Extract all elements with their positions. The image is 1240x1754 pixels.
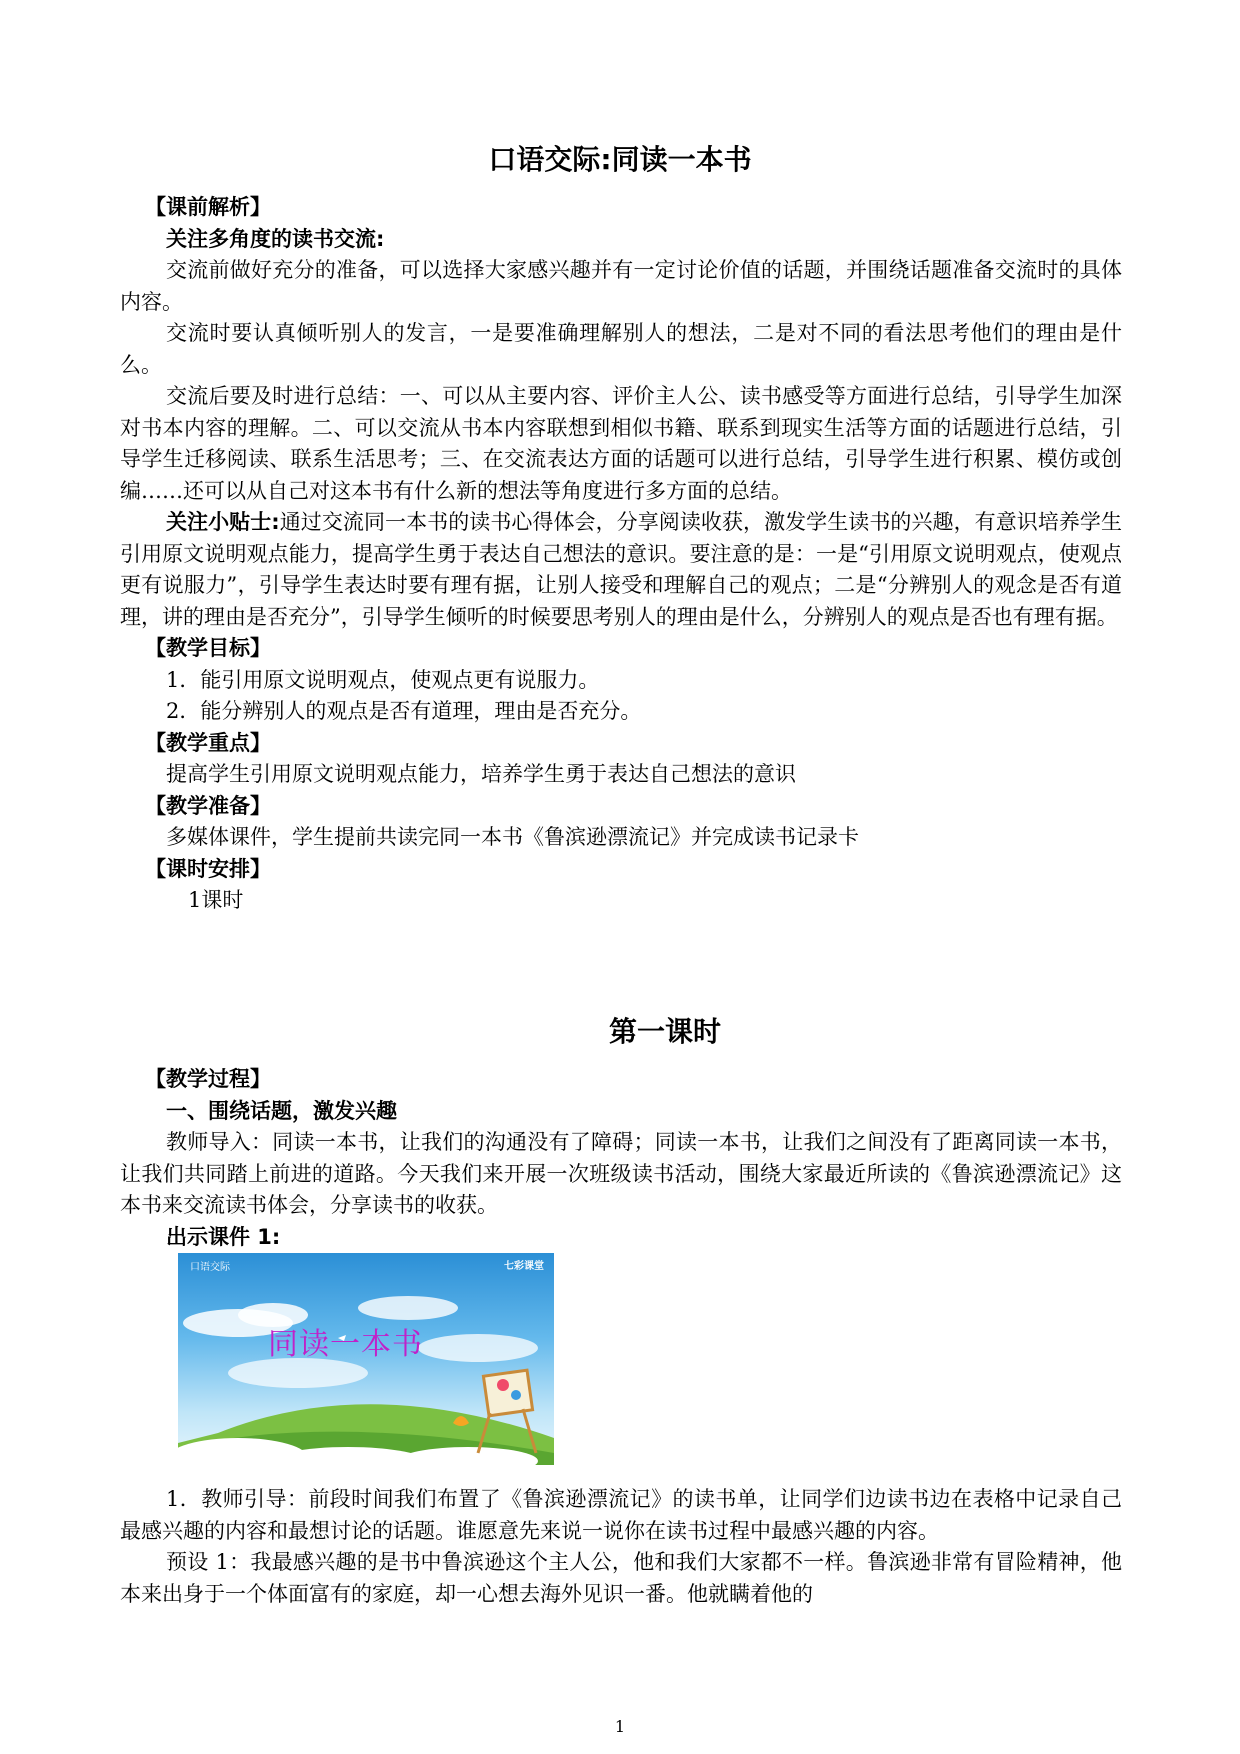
section-heading-analysis: 【课前解析】 — [145, 195, 271, 219]
paragraph-after: 交流后要及时进行总结：一、可以从主要内容、评价主人公、读书感受等方面进行总结，引导学生加深对书本内容的理解。二、可以交流从书本内容联想到相似书籍、联系到现实生活等方面的话题进行总结，引导学生迁移阅读、联系生活思考；三、在交流表达方面的话题可以进行总结，引导学生进行积累、模仿或创编……还可以从自己对这本书有什么新的想法等角度进行多方面的总结。 — [120, 384, 1122, 503]
prep-text: 多媒体课件，学生提前共读完同一本书《鲁滨逊漂流记》并完成读书记录卡 — [166, 825, 859, 849]
section-heading-schedule: 【课时安排】 — [145, 856, 271, 881]
subheading-multi-angle: 关注多角度的读书交流: — [166, 226, 385, 251]
tips-label: 关注小贴士: — [166, 510, 280, 534]
slide-logo: 七彩课堂 — [504, 1261, 544, 1272]
goal-item-2: 2．能分辨别人的观点是否有道理，理由是否充分。 — [166, 699, 642, 723]
preset-1-paragraph: 预设 1：我最感兴趣的是书中鲁滨逊这个主人公，他和我们大家都不一样。鲁滨逊非常有冒险精神，他本来出身于一个体面富有的家庭，却一心想去海外见识一番。他就瞒着他的 — [120, 1550, 1122, 1606]
paragraph-tips — [120, 507, 1122, 633]
goal-item-1: 1．能引用原文说明观点，使观点更有说服力。 — [166, 667, 600, 692]
teacher-guide-paragraph: 1．教师引导：前段时间我们布置了《鲁滨逊漂流记》的读书单，让同学们边读书边在表格中记录自己最感兴趣的内容和最想讨论的话题。谁愿意先来说一说你在读书过程中最感兴趣的内容。 — [120, 1487, 1122, 1543]
step-1-heading: 一、围绕话题，激发兴趣 — [166, 1098, 397, 1123]
section-heading-process: 【教学过程】 — [145, 1067, 271, 1091]
paragraph-during: 交流时要认真倾听别人的发言，一是要准确理解别人的想法，二是对不同的看法思考他们的理由是什么。 — [120, 321, 1122, 377]
post-slide-section — [120, 1484, 1122, 1610]
process-section — [120, 1064, 1122, 1253]
page-number: 1 — [614, 1717, 626, 1736]
teacher-intro: 教师导入：同读一本书，让我们的沟通没有了障碍；同读一本书，让我们之间没有了距离同读一本书，让我们共同踏上前进的道路。今天我们来开展一次班级读书活动，围绕大家最近所读的《鲁滨逊漂流记》这本书来交流读书体会，分享读书的收获。 — [120, 1130, 1122, 1217]
slide-title: 同读一本书 — [268, 1327, 423, 1362]
focus-text: 提高学生引用原文说明观点能力，培养学生勇于表达自己想法的意识 — [166, 762, 796, 786]
courseware-slide-image — [178, 1253, 554, 1465]
slide-top-label: 口语交际 — [190, 1262, 230, 1273]
lesson-title: 第一课时 — [608, 1015, 721, 1048]
tips-text: 通过交流同一本书的读书心得体会，分享阅读收获，激发学生读书的兴趣，有意识培养学生引用原文说明观点能力，提高学生勇于表达自己想法的意识。要注意的是：一是“引用原文说明观点，使观点更有说服力”，引导学生表达时要有理有据，让别人接受和理解自己的观点；二是“分辨别人的观念是否有道理，讲的理由是否充分”，引导学生倾听的时候要思考别人的理由是什么，分辨别人的观点是否也有理有据。 — [120, 510, 1122, 629]
section-heading-goals: 【教学目标】 — [145, 636, 271, 660]
show-slide-label: 出示课件 1: — [166, 1224, 281, 1249]
pre-lesson-section — [120, 192, 1122, 917]
section-heading-focus: 【教学重点】 — [145, 730, 271, 755]
section-heading-prep: 【教学准备】 — [145, 793, 271, 818]
schedule-text: 1课时 — [188, 888, 244, 912]
document-title: 口语交际:同读一本书 — [488, 143, 752, 176]
paragraph-before: 交流前做好充分的准备，可以选择大家感兴趣并有一定讨论价值的话题，并围绕话题准备交流时的具体内容。 — [120, 258, 1122, 314]
